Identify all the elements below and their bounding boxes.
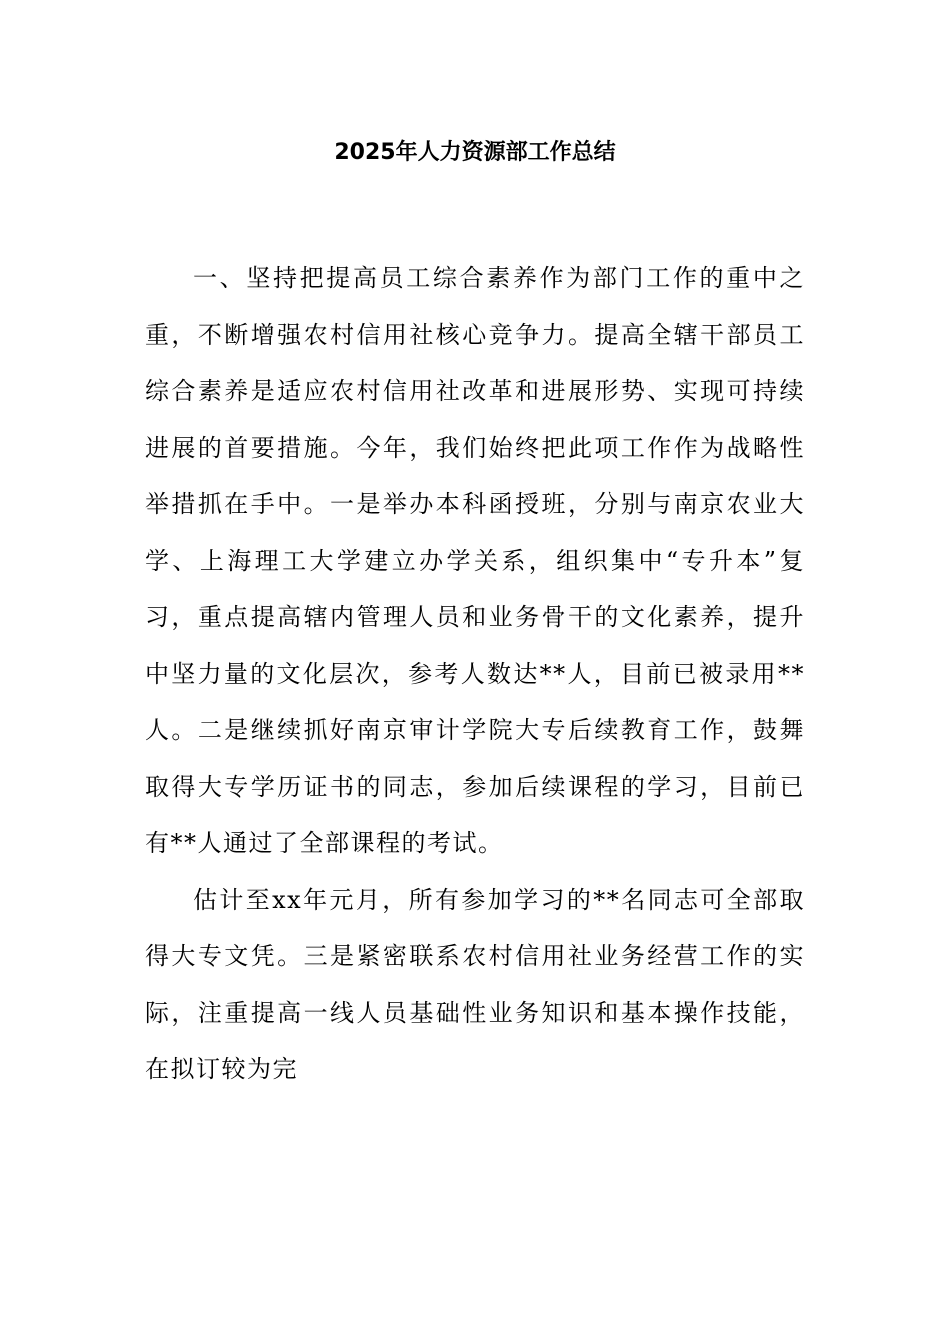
document-title: 2025年人力资源部工作总结 bbox=[334, 140, 616, 165]
paragraph-1: 一、坚持把提高员工综合素养作为部门工作的重中之重，不断增强农村信用社核心竞争力。提高全辖干部员工综合素养是适应农村信用社改革和进展形势、实现可持续进展的首要措施。今年，我们始终把此项工作作为战略性举措抓在手中。一是举办本科函授班，分别与南京农业大学、上海理工大学建立办学关系，组织集中“专升本”复习，重点提高辖内管理人员和业务骨干的文化素养，提升中坚力量的文化层次，参考人数达**人，目前已被录用**人。二是继续抓好南京审计学院大专后续教育工作，鼓舞取得大专学历证书的同志，参加后续课程的学习，目前已有**人通过了全部课程的考试。 bbox=[145, 264, 805, 857]
paragraph-2: 估计至xx年元月，所有参加学习的**名同志可全部取得大专文凭。三是紧密联系农村信用社业务经营工作的实际，注重提高一线人员基础性业务知识和基本操作技能，在拟订较为完 bbox=[145, 885, 805, 1083]
document-body bbox=[145, 250, 805, 1098]
